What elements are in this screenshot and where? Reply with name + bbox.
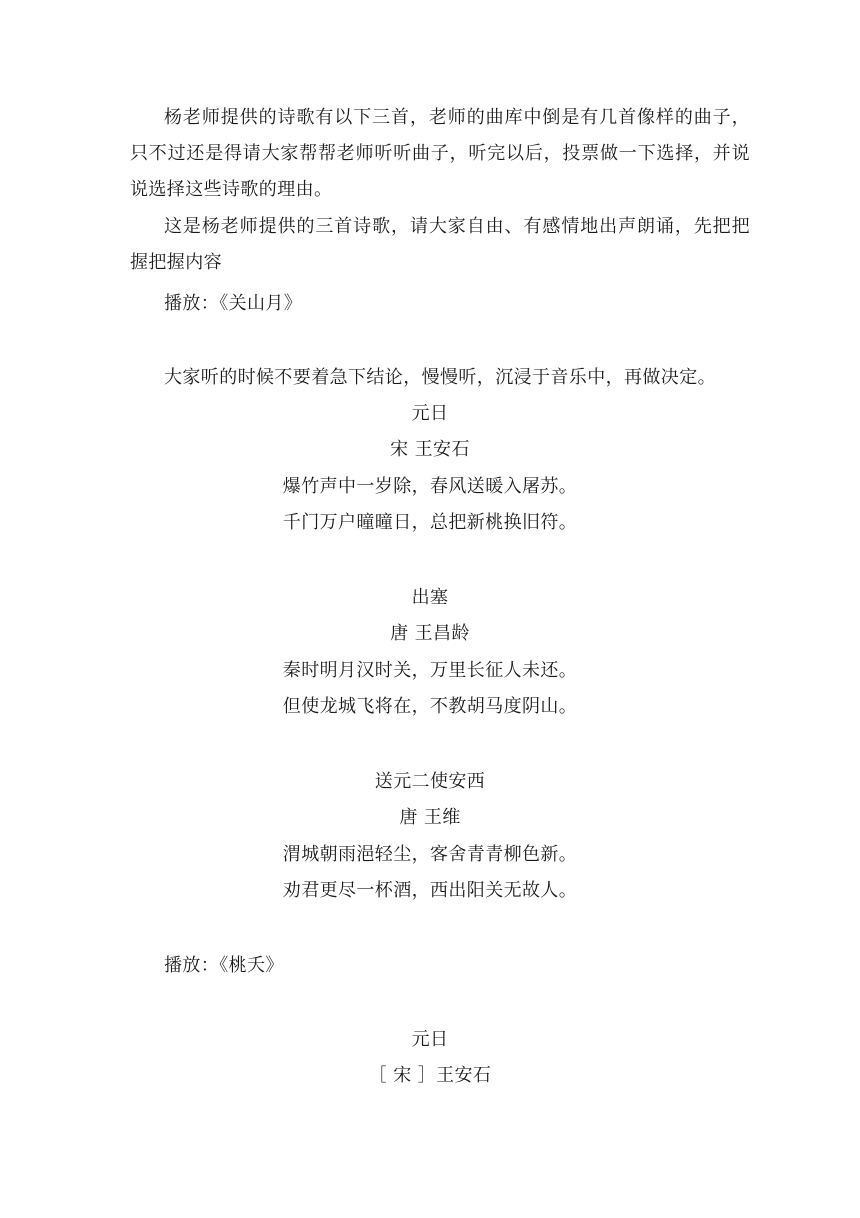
intro-paragraph: 杨老师提供的诗歌有以下三首，老师的曲库中倒是有几首像样的曲子，只不过还是得请大家帮帮老师听听曲子，听完以后，投票做一下选择，并说说选择这些诗歌的理由。: [130, 107, 750, 200]
listening-note: 大家听的时候不要着急下结论，慢慢听，沉浸于音乐中，再做决定。: [164, 367, 716, 388]
poem-author: ［ 宋 ］王安石: [368, 1065, 492, 1086]
poem-author: 唐 王昌龄: [390, 623, 470, 644]
poem-line: 爆竹声中一岁除，春风送暖入屠苏。: [282, 476, 578, 497]
poem-author: 宋 王安石: [390, 439, 470, 460]
poem-title: 出塞: [411, 587, 449, 608]
play-instruction-2: 播放：《桃夭》: [164, 955, 284, 976]
poem-line: 千门万户曈曈日，总把新桃换旧符。: [282, 512, 578, 533]
play-instruction-1: 播放：《关山月》: [164, 293, 303, 314]
poem-line: 秦时明月汉时关，万里长征人未还。: [282, 660, 578, 681]
poem-title: 元日: [411, 403, 449, 424]
poem-title: 送元二使安西: [374, 771, 486, 792]
poem-author: 唐 王维: [399, 807, 461, 828]
instruction-paragraph: 这是杨老师提供的三首诗歌，请大家自由、有感情地出声朗诵，先把把握把握内容: [130, 216, 750, 273]
poem-line: 但使龙城飞将在，不教胡马度阴山。: [282, 696, 578, 717]
poem-title: 元日: [411, 1029, 449, 1050]
poem-line: 劝君更尽一杯酒，西出阳关无故人。: [282, 880, 578, 901]
poem-line: 渭城朝雨浥轻尘，客舍青青柳色新。: [282, 844, 578, 865]
